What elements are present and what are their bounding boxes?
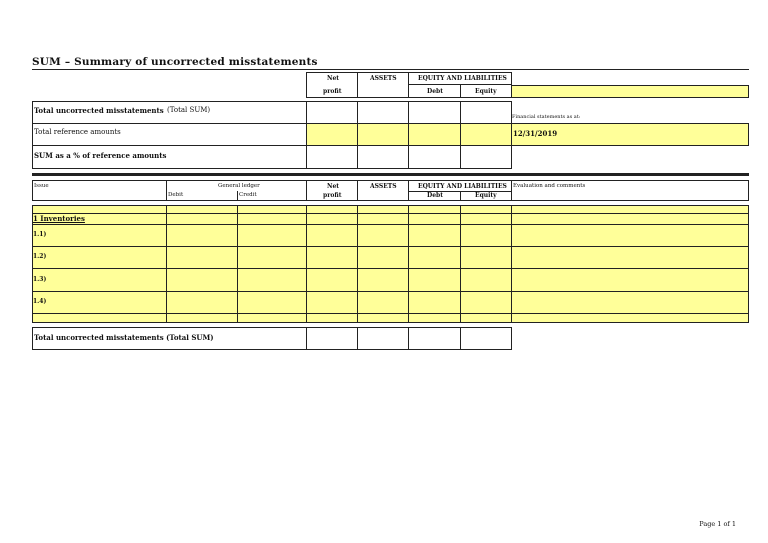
- total-row-equity[interactable]: [460, 327, 512, 350]
- section-inventories: 1 Inventories: [33, 214, 85, 223]
- detail-header-issue: [32, 180, 167, 201]
- summary-total-debt[interactable]: [408, 101, 461, 124]
- fs-date-label: Financial statements as at:: [512, 114, 581, 120]
- summary-total-label: Total uncorrected misstatements: [34, 106, 164, 115]
- header-profit-label: profit: [323, 88, 342, 95]
- page-number: Page 1 of 1: [699, 520, 736, 528]
- total-row-assets[interactable]: [357, 327, 409, 350]
- summary-reference-debt[interactable]: [408, 123, 461, 146]
- header-net-label: Net: [327, 75, 340, 82]
- summary-reference-net-profit[interactable]: [306, 123, 358, 146]
- summary-total-net-profit[interactable]: [306, 101, 358, 124]
- summary-percent-debt[interactable]: [408, 145, 461, 169]
- summary-percent-label: SUM as a % of reference amounts: [34, 151, 167, 160]
- summary-total-equity[interactable]: [460, 101, 512, 124]
- detail-debit-label: Debit: [168, 192, 184, 198]
- summary-reference-label: Total reference amounts: [34, 128, 121, 136]
- detail-profit-label: profit: [323, 192, 342, 199]
- detail-equity-liabilities-label: EQUITY AND LIABILITIES: [418, 183, 507, 190]
- page-title: SUM – Summary of uncorrected misstatements: [32, 56, 318, 68]
- fs-date-value: 12/31/2019: [513, 129, 558, 138]
- detail-assets-label: ASSETS: [370, 183, 397, 190]
- detail-ledger-label: General ledger: [218, 183, 260, 189]
- detail-evaluation-label: Evaluation and comments: [513, 183, 586, 189]
- summary-percent-net-profit[interactable]: [306, 145, 358, 169]
- summary-reference-equity[interactable]: [460, 123, 512, 146]
- total-row-debt[interactable]: [408, 327, 461, 350]
- total-row-net-profit[interactable]: [306, 327, 358, 350]
- header-yellow-strip: [511, 85, 749, 98]
- header-debt-label: Debt: [427, 88, 443, 95]
- header-equity-liabilities-label: EQUITY AND LIABILITIES: [418, 75, 507, 82]
- header-equity-label: Equity: [475, 88, 497, 95]
- title-rule: [32, 69, 749, 70]
- section-separator: [32, 173, 749, 176]
- header-assets-label: ASSETS: [370, 75, 397, 82]
- table-row[interactable]: 1.1): [33, 231, 47, 238]
- table-row[interactable]: 1.2): [33, 253, 47, 260]
- summary-total-sub: (Total SUM): [167, 106, 211, 114]
- detail-debt-label: Debt: [427, 192, 443, 199]
- detail-credit-label: Credit: [239, 192, 257, 198]
- total-row-label: Total uncorrected misstatements (Total SUM): [34, 333, 214, 342]
- detail-equity-label: Equity: [475, 192, 497, 199]
- detail-body: [32, 205, 749, 323]
- detail-issue-label: Issue: [34, 183, 49, 189]
- summary-percent-assets[interactable]: [357, 145, 409, 169]
- detail-net-label: Net: [327, 183, 340, 190]
- summary-percent-equity[interactable]: [460, 145, 512, 169]
- summary-reference-assets[interactable]: [357, 123, 409, 146]
- table-row[interactable]: 1.3): [33, 276, 47, 283]
- summary-total-assets[interactable]: [357, 101, 409, 124]
- table-row[interactable]: 1.4): [33, 298, 47, 305]
